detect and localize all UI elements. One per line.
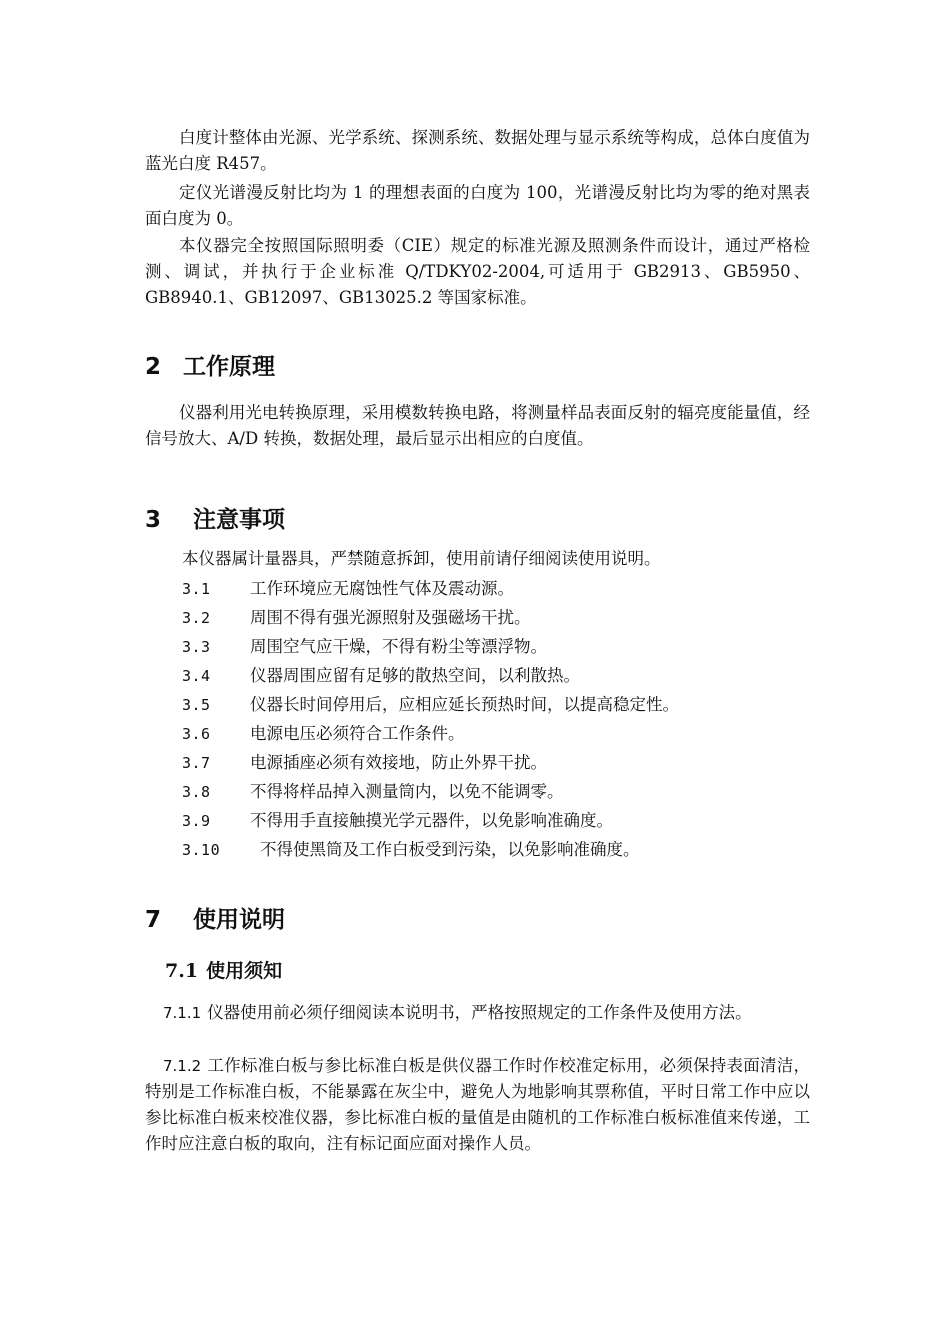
list-item-text: 周围不得有强光源照射及强磁场干扰。: [250, 608, 531, 627]
list-item: [182, 721, 465, 747]
list-item-number: 3.7: [182, 754, 211, 772]
list-item: [182, 750, 547, 776]
section-3-heading: [145, 505, 285, 535]
list-item: [182, 808, 613, 834]
list-item-number: 3.10: [182, 841, 221, 859]
subsection-7-1-number: 7.1: [165, 960, 199, 982]
usage-note: [145, 1000, 810, 1026]
intro-paragraph-3: 本仪器完全按照国际照明委（CIE）规定的标准光源及照测条件而设计，通过严格检测、调试，并执行于企业标准 Q/TDKY02-2004,可适用于 GB2913、GB5950、GB8940.1、GB12097、GB13025.2 等国家标准。: [145, 236, 810, 307]
list-item-number: 3.9: [182, 812, 211, 830]
usage-note-text: 仪器使用前必须仔细阅读本说明书，严格按照规定的工作条件及使用方法。: [207, 1003, 752, 1022]
subsection-7-1-heading: [165, 958, 282, 984]
list-item-number: 3.2: [182, 609, 211, 627]
list-item: [182, 837, 640, 863]
section-2-heading: [145, 352, 275, 382]
section-3-number: 3: [145, 507, 162, 533]
list-item: [182, 663, 580, 689]
list-item-number: 3.5: [182, 696, 211, 714]
usage-note-number: 7.1.2: [163, 1057, 202, 1075]
list-item: [182, 779, 564, 805]
list-item-text: 不得使黑筒及工作白板受到污染，以免影响准确度。: [260, 840, 640, 859]
usage-note: [145, 1053, 810, 1157]
list-item-text: 不得用手直接触摸光学元器件，以免影响准确度。: [250, 811, 613, 830]
list-item: [182, 605, 531, 631]
intro-paragraph-1: 白度计整体由光源、光学系统、探测系统、数据处理与显示系统等构成，总体白度值为蓝光白度 R457。: [145, 128, 810, 173]
list-item-number: 3.8: [182, 783, 211, 801]
section-7-number: 7: [145, 907, 162, 933]
list-item-number: 3.6: [182, 725, 211, 743]
list-item-number: 3.1: [182, 580, 211, 598]
list-item-text: 仪器周围应留有足够的散热空间，以利散热。: [250, 666, 580, 685]
list-item: [182, 634, 547, 660]
list-item-number: 3.4: [182, 667, 211, 685]
list-item-text: 不得将样品掉入测量筒内，以免不能调零。: [250, 782, 564, 801]
intro-paragraph-2: 定仪光谱漫反射比均为 1 的理想表面的白度为 100，光谱漫反射比均为零的绝对黑表面白度为 0。: [145, 183, 810, 228]
section-7-title: 使用说明: [193, 907, 286, 933]
list-item-text: 工作环境应无腐蚀性气体及震动源。: [250, 579, 514, 598]
section-2-title: 工作原理: [183, 354, 276, 380]
section-2-number: 2: [145, 354, 162, 380]
list-item-text: 仪器长时间停用后，应相应延长预热时间，以提高稳定性。: [250, 695, 679, 714]
section-7-heading: [145, 905, 285, 935]
list-item: [182, 576, 514, 602]
usage-note-number: 7.1.1: [163, 1004, 202, 1022]
list-item-text: 电源电压必须符合工作条件。: [250, 724, 465, 743]
list-item-text: 电源插座必须有效接地，防止外界干扰。: [250, 753, 547, 772]
list-item: [182, 692, 679, 718]
section-3-title: 注意事项: [193, 507, 286, 533]
section-2-body: 仪器利用光电转换原理，采用模数转换电路，将测量样品表面反射的辐亮度能量值，经信号放大、A/D 转换，数据处理，最后显示出相应的白度值。: [145, 403, 810, 448]
list-item-number: 3.3: [182, 638, 211, 656]
usage-note-text: 工作标准白板与参比标准白板是供仪器工作时作校准定标用，必须保持表面清洁，特别是工作标准白板，不能暴露在灰尘中，避免人为地影响其票称值，平时日常工作中应以参比标准白板来校准仪器，参比标准白板的量值是由随机的工作标准白板标准值来传递，工作时应注意白板的取向，注有标记面应面对操作人员。: [145, 1056, 810, 1153]
section-3-lead: 本仪器属计量器具，严禁随意拆卸，使用前请仔细阅读使用说明。: [182, 549, 661, 568]
list-item-text: 周围空气应干燥，不得有粉尘等漂浮物。: [250, 637, 547, 656]
subsection-7-1-title: 使用须知: [206, 960, 283, 982]
